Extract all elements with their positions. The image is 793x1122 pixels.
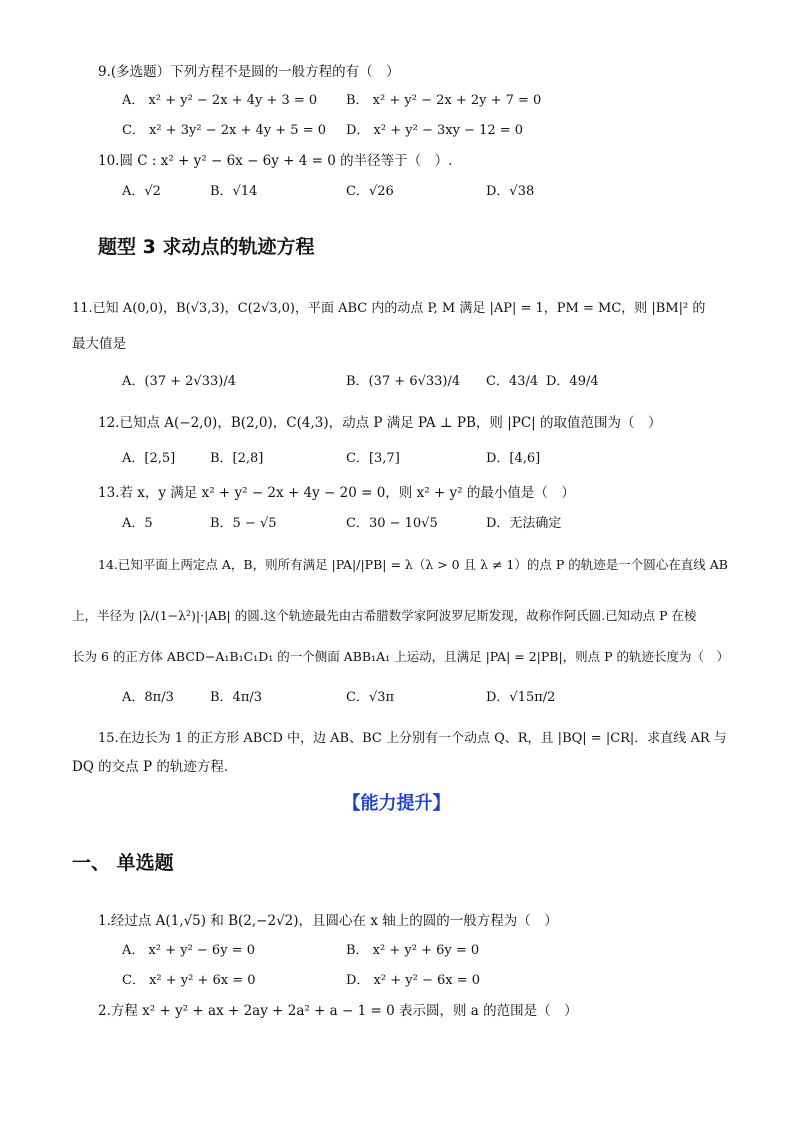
q10-option-d: D．√38 [486,184,535,199]
q11-option-b: B．(37 + 6√33)/4 [346,374,461,389]
q12-stem: 12.已知点 A(−2,0)，B(2,0)，C(4,3)，动点 P 满足 PA ⊥ PB，则 |PC| 的取值范围为（ ） [98,415,662,431]
q12-option-d: D．[4,6] [486,451,541,466]
p1-option-d: D． x² + y² − 6x = 0 [346,973,480,988]
q14-option-d: D．√15π/2 [486,690,556,705]
p1-option-a: A． x² + y² − 6y = 0 [122,943,255,958]
q11-stem: 11.已知 A(0,0)，B(√3,3)，C(2√3,0)，平面 ABC 内的动点 P, M 满足 |AP| = 1，PM = MC，则 |BM|² 的 [72,301,706,316]
q12-option-b: B．[2,8] [210,451,264,466]
q9-option-c: C． x² + 3y² − 2x + 4y + 5 = 0 [122,123,326,138]
p1-option-c: C． x² + y² + 6x = 0 [122,973,256,988]
q10-option-b: B．√14 [210,184,258,199]
q13-option-a: A．5 [122,516,153,531]
q15-stem-line1: 15.在边长为 1 的正方形 ABCD 中，边 AB、BC 上分别有一个动点 Q、R，且 |BQ| = |CR|．求直线 AR 与 [98,731,727,746]
p1-option-b: B． x² + y² + 6y = 0 [346,943,480,958]
q11-option-c: C．43/4 [486,374,539,389]
q14-option-b: B．4π/3 [210,690,263,705]
q12-option-a: A．[2,5] [122,451,176,466]
p1-stem: 1.经过点 A(1,√5) 和 B(2,−2√2)，且圆心在 x 轴上的圆的一般方程为（ ） [98,913,558,929]
q11-stem-continued: 最大值是 [72,336,126,352]
q10-option-c: C．√26 [346,184,394,199]
q14-stem-line3: 长为 6 的正方体 ABCD−A₁B₁C₁D₁ 的一个侧面 ABB₁A₁ 上运动，且满足 |PA| = 2|PB|，则点 P 的轨迹长度为（ ） [72,649,730,664]
q14-stem-line1: 14.已知平面上两定点 A，B，则所有满足 |PA|/|PB| = λ（λ > 0 且 λ ≠ 1）的点 P 的轨迹是一个圆心在直线 AB [98,557,728,572]
q15-stem-line2: DQ 的交点 P 的轨迹方程． [72,759,238,775]
q10-stem: 10.圆 C : x² + y² − 6x − 6y + 4 = 0 的半径等于（ ）. [98,153,453,169]
q13-option-b: B．5 − √5 [210,516,277,531]
part-heading-single-choice: 一、 单选题 [72,852,174,874]
q11-option-d: D．49/4 [546,374,599,389]
q14-option-a: A．8π/3 [122,690,174,705]
q12-option-c: C．[3,7] [346,451,400,466]
q14-stem-line2: 上，半径为 |λ/(1−λ²)|·|AB| 的圆.这个轨迹最先由古希腊数学家阿波罗尼斯发现，故称作阿氏圆.已知动点 P 在棱 [72,608,697,623]
q9-option-a: A． x² + y² − 2x + 4y + 3 = 0 [122,93,318,108]
q9-stem: 9.(多选题）下列方程不是圆的一般方程的有（ ） [98,64,400,80]
q9-option-b: B． x² + y² − 2x + 2y + 7 = 0 [346,93,542,108]
p2-stem: 2.方程 x² + y² + ax + 2ay + 2a² + a − 1 = 0 表示圆，则 a 的范围是（ ） [98,1003,578,1019]
q11-option-a: A．(37 + 2√33)/4 [122,374,236,389]
q10-option-a: A．√2 [122,184,161,199]
q13-option-c: C．30 − 10√5 [346,516,438,531]
section-title-ability: 【能力提升】 [342,793,451,814]
q13-option-d: D．无法确定 [486,516,562,531]
q9-option-d: D． x² + y² − 3xy − 12 = 0 [346,123,524,138]
q13-stem: 13.若 x，y 满足 x² + y² − 2x + 4y − 20 = 0，则 x² + y² 的最小值是（ ） [98,485,575,501]
q14-option-c: C．√3π [346,690,395,705]
section-heading-type3: 题型 3 求动点的轨迹方程 [98,236,315,258]
